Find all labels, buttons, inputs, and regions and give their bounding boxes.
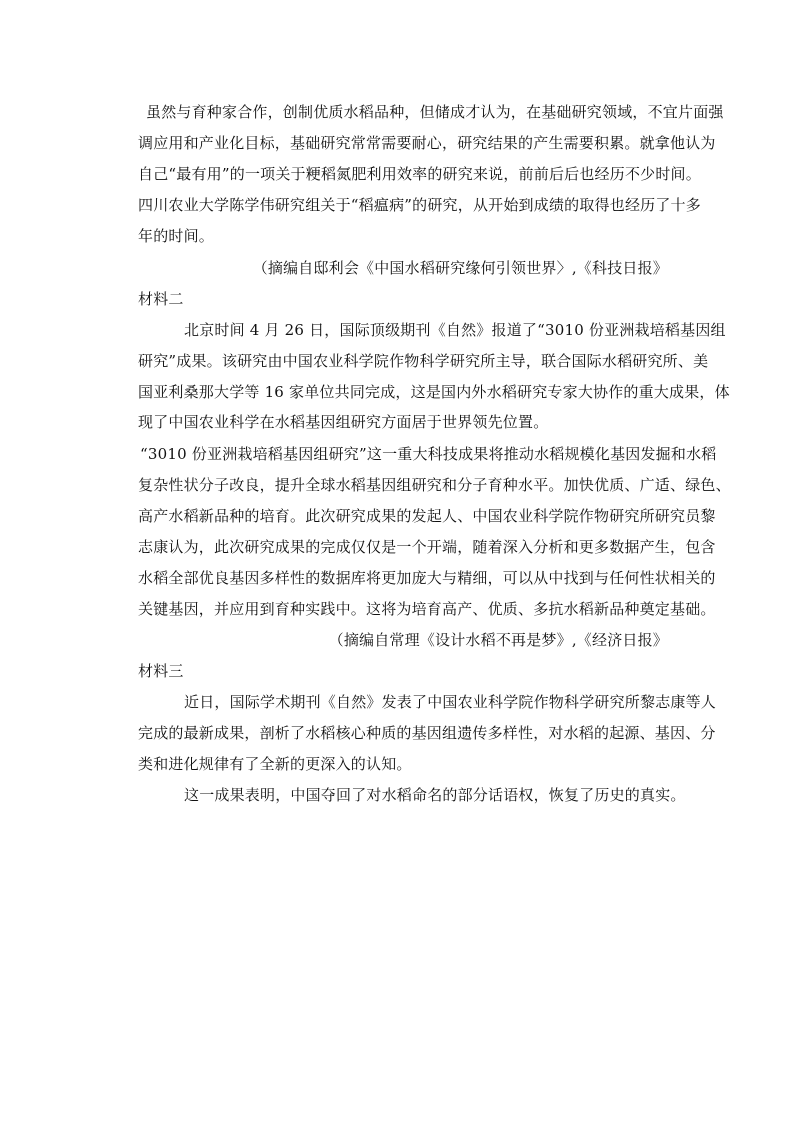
source-citation-1: （摘编自邸利会《中国水稻研究缘何引领世界〉,《科技日报》	[252, 259, 668, 277]
para3-line-1: “3010 份亚洲栽培稻基因组研究”这一重大科技成果将推动水稻规模化基因发掘和水稻	[140, 445, 717, 463]
heading-material-2: 材料二	[138, 290, 184, 308]
para4-line-3: 类和进化规律有了全新的更深入的认知。	[138, 755, 412, 773]
para2-line-1: 北京时间 4 月 26 日，国际顶级期刊《自然》报道了“3010 份亚洲栽培稻基因组	[184, 321, 726, 339]
para2-line-3: 国亚利桑那大学等 16 家单位共同完成，这是国内外水稻研究专家大协作的重大成果，体	[138, 383, 730, 401]
para1-line-3: 自己“最有用”的一项关于粳稻氮肥利用效率的研究来说，前前后后也经历不少时间。	[138, 165, 701, 183]
para3-line-6: 关键基因，并应用到育种实践中。这将为培育高产、优质、多抗水稻新品种奠定基础。	[138, 600, 716, 618]
para3-line-3: 高产水稻新品种的培育。此次研究成果的发起人、中国农业科学院作物研究所研究员黎	[138, 507, 716, 525]
source-citation-2: （摘编自常理《设计水稻不再是梦》,《经济日报》	[328, 631, 668, 649]
para3-line-5: 水稻全部优良基因多样性的数据库将更加庞大与精细，可以从中找到与任何性状相关的	[138, 569, 716, 587]
heading-material-3: 材料三	[138, 662, 184, 680]
para4-line-1: 近日，国际学术期刊《自然》发表了中国农业科学院作物科学研究所黎志康等人	[184, 693, 717, 711]
para3-line-2: 复杂性状分子改良，提升全球水稻基因组研究和分子育种水平。加快优质、广适、绿色、	[138, 476, 731, 494]
para2-line-2: 研究”成果。该研究由中国农业科学院作物科学研究所主导，联合国际水稻研究所、美	[138, 352, 709, 370]
para5-line-1: 这一成果表明，中国夺回了对水稻命名的部分话语权，恢复了历史的真实。	[184, 786, 686, 804]
para2-line-4: 现了中国农业科学在水稻基因组研究方面居于世界领先位置。	[138, 413, 549, 431]
para1-line-1: 虽然与育种家合作，创制优质水稻品种，但储成才认为，在基础研究领域，不宜片面强	[146, 103, 724, 121]
para1-line-4: 四川农业大学陈学伟研究组关于“稻瘟病”的研究，从开始到成绩的取得也经历了十多	[138, 196, 701, 214]
para4-line-2: 完成的最新成果，剖析了水稻核心种质的基因组遗传多样性，对水稻的起源、基因、分	[138, 724, 716, 742]
para3-line-4: 志康认为，此次研究成果的完成仅仅是一个开端，随着深入分析和更多数据产生，包含	[138, 538, 716, 556]
para1-line-5: 年的时间。	[138, 227, 215, 245]
para1-line-2: 调应用和产业化目标，基础研究常常需要耐心，研究结果的产生需要积累。就拿他认为	[138, 134, 716, 152]
